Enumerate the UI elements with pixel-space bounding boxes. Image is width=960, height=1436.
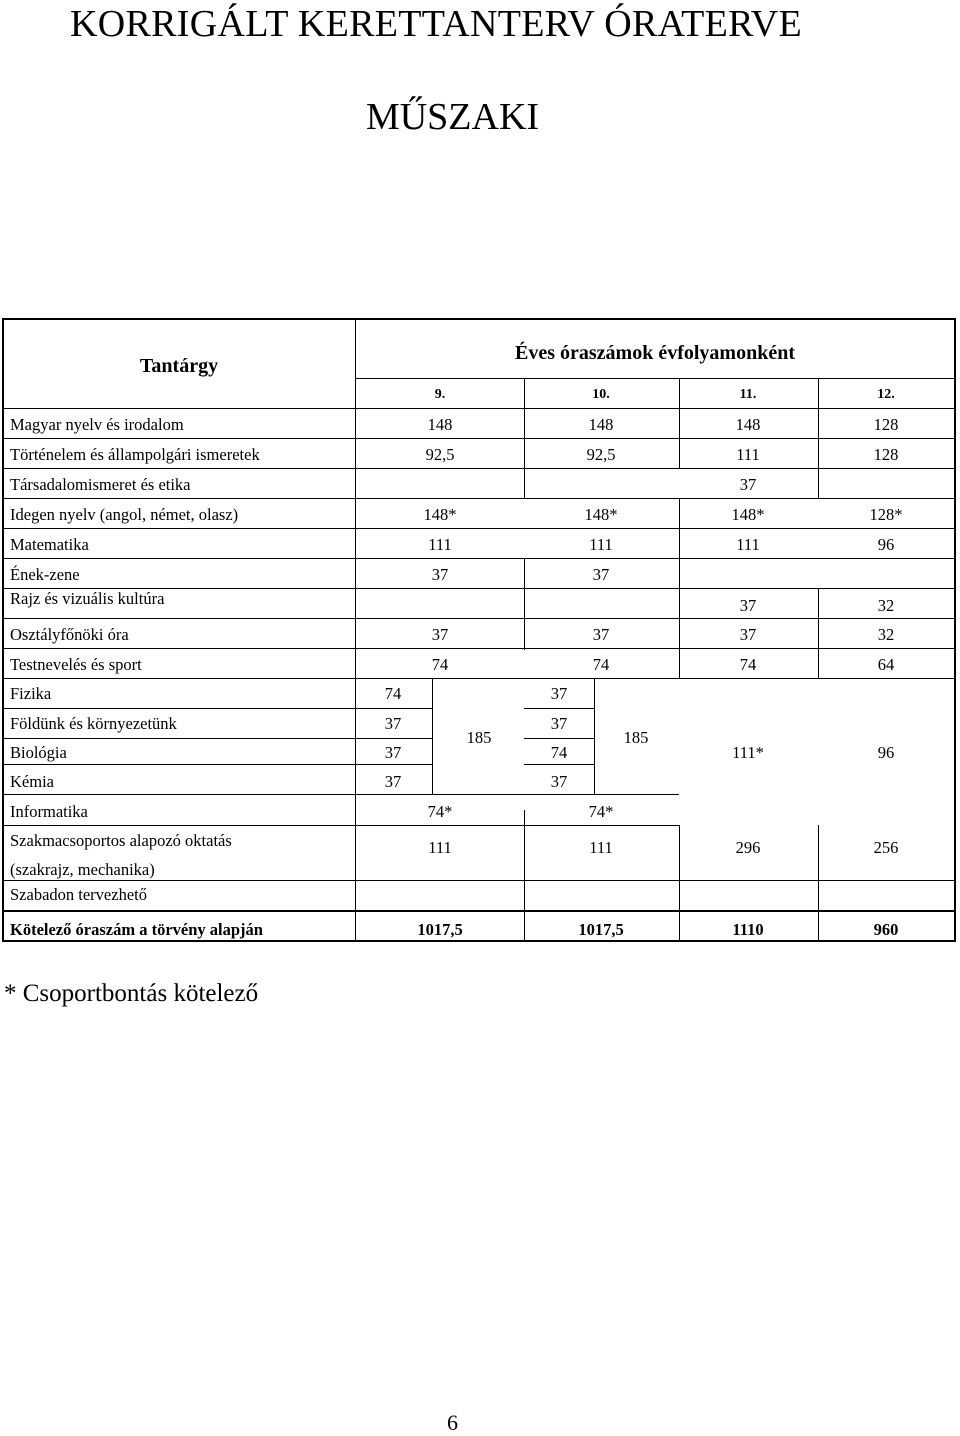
row-value-11: 148 bbox=[735, 415, 761, 434]
row-line-science-2-left bbox=[4, 738, 432, 739]
row-value-10: 148* bbox=[584, 505, 618, 524]
col-divider-11-12-bottom bbox=[818, 825, 819, 940]
header-grade-11: 11. bbox=[739, 387, 757, 402]
row-value-10: 37 bbox=[592, 565, 610, 584]
science-subject: Biológia bbox=[10, 743, 67, 762]
row-subject: Magyar nyelv és irodalom bbox=[10, 415, 184, 434]
footnote: * Csoportbontás kötelező bbox=[4, 980, 259, 1007]
row-value-9: 148* bbox=[423, 505, 457, 524]
row-line-3 bbox=[4, 498, 954, 499]
row-value-9: 74 bbox=[431, 655, 449, 674]
row-line-szakmai-values bbox=[355, 880, 954, 881]
row-subject: Társadalomismeret és etika bbox=[10, 475, 191, 494]
row-value-9: 111 bbox=[428, 535, 452, 554]
row-value-10: 74 bbox=[592, 655, 610, 674]
row-line-szakmai bbox=[4, 880, 355, 881]
row-value-11: 37 bbox=[739, 625, 757, 644]
szakmai-value-10: 111 bbox=[589, 838, 613, 857]
row-line-grades bbox=[355, 378, 954, 379]
szakmai-subject-line1: Szakmacsoportos alapozó oktatás bbox=[10, 831, 232, 850]
row-subject: Testnevelés és sport bbox=[10, 655, 142, 674]
science-value-11: 111* bbox=[732, 743, 764, 762]
row-subject: Osztályfőnöki óra bbox=[10, 625, 129, 644]
science-value-10: 37 bbox=[550, 714, 568, 733]
row-line-science-1-right bbox=[524, 708, 594, 709]
total-value-10: 1017,5 bbox=[578, 920, 624, 939]
szakmai-value-12: 256 bbox=[873, 838, 899, 857]
science-block-divider-9 bbox=[432, 678, 433, 794]
total-value-11: 1110 bbox=[732, 920, 764, 939]
row-value-12: 128 bbox=[873, 445, 899, 464]
page-number: 6 bbox=[447, 1410, 458, 1435]
row-value-11: 37 bbox=[739, 475, 757, 494]
col-divider-9-10-bottom bbox=[524, 810, 525, 940]
science-value-10: 37 bbox=[550, 684, 568, 703]
row-value-11: 74 bbox=[739, 655, 757, 674]
row-subject: Történelem és állampolgári ismeretek bbox=[10, 445, 260, 464]
col-divider-11-12-mid bbox=[818, 588, 819, 678]
row-value-12: 128 bbox=[873, 415, 899, 434]
row-value-12: 96 bbox=[877, 535, 895, 554]
row-value-11: 111 bbox=[736, 445, 760, 464]
row-line-grades-bottom bbox=[355, 408, 954, 409]
row-line-informatika bbox=[4, 825, 679, 826]
header-annual-hours: Éves óraszámok évfolyamonként bbox=[515, 342, 795, 364]
science-subject: Kémia bbox=[10, 772, 54, 791]
row-line-8 bbox=[4, 648, 954, 649]
row-value-11: 148* bbox=[731, 505, 765, 524]
szakmai-value-11: 296 bbox=[735, 838, 761, 857]
science-value-9: 74 bbox=[384, 684, 402, 703]
row-line-9 bbox=[4, 678, 954, 679]
header-grade-9: 9. bbox=[434, 387, 446, 402]
row-subject: Ének-zene bbox=[10, 565, 80, 584]
informatika-value-10: 74* bbox=[588, 802, 614, 821]
row-value-9: 37 bbox=[431, 625, 449, 644]
free-hours-subject: Szabadon tervezhető bbox=[10, 885, 147, 904]
informatika-subject: Informatika bbox=[10, 802, 88, 821]
science-value-9: 37 bbox=[384, 743, 402, 762]
row-subject: Idegen nyelv (angol, német, olasz) bbox=[10, 505, 239, 524]
informatika-value-9: 74* bbox=[427, 802, 453, 821]
szakmai-value-9: 111 bbox=[428, 838, 452, 857]
row-subject: Matematika bbox=[10, 535, 89, 554]
row-line-5 bbox=[4, 558, 954, 559]
row-value-11: 111 bbox=[736, 535, 760, 554]
col-divider-9-10-mid bbox=[524, 558, 525, 650]
total-value-12: 960 bbox=[873, 920, 899, 939]
row-line-science-3-left bbox=[4, 764, 432, 765]
szakmai-subject-line2: (szakrajz, mechanika) bbox=[10, 860, 155, 879]
science-value-10: 74 bbox=[550, 743, 568, 762]
row-line-7 bbox=[4, 618, 954, 619]
science-subject: Fizika bbox=[10, 684, 52, 703]
row-line-science-3-right bbox=[524, 764, 594, 765]
row-value-9: 92,5 bbox=[425, 445, 455, 464]
row-value-9: 37 bbox=[431, 565, 449, 584]
row-line-4 bbox=[4, 528, 954, 529]
science-total-10: 185 bbox=[623, 728, 649, 747]
row-line-total bbox=[4, 910, 954, 912]
science-value-9: 37 bbox=[384, 772, 402, 791]
science-value-10: 37 bbox=[550, 772, 568, 791]
row-line-science-1-left bbox=[4, 708, 432, 709]
document-subtitle: MŰSZAKI bbox=[365, 96, 540, 138]
science-block-divider-10 bbox=[594, 678, 595, 794]
row-value-9: 148 bbox=[427, 415, 453, 434]
row-value-10: 148 bbox=[588, 415, 614, 434]
row-subject: Rajz és vizuális kultúra bbox=[10, 589, 165, 608]
col-divider-10-11-bottom bbox=[679, 825, 680, 940]
header-subject: Tantárgy bbox=[139, 355, 219, 377]
document-title: KORRIGÁLT KERETTANTERV ÓRATERVE bbox=[70, 3, 803, 45]
row-value-12: 32 bbox=[877, 596, 895, 615]
row-value-12: 128* bbox=[869, 505, 903, 524]
row-value-10: 37 bbox=[592, 625, 610, 644]
row-value-10: 92,5 bbox=[586, 445, 616, 464]
science-value-12: 96 bbox=[877, 743, 895, 762]
header-grade-12: 12. bbox=[877, 387, 895, 402]
row-value-12: 32 bbox=[877, 625, 895, 644]
row-line-2 bbox=[4, 468, 954, 469]
col-divider-10-11-top bbox=[679, 378, 680, 468]
col-divider-subject bbox=[355, 320, 356, 940]
row-value-12: 64 bbox=[877, 655, 895, 674]
row-line-science-bottom bbox=[4, 794, 679, 795]
row-line-1 bbox=[4, 438, 954, 439]
total-value-9: 1017,5 bbox=[417, 920, 463, 939]
row-value-10: 111 bbox=[589, 535, 613, 554]
curriculum-table bbox=[2, 318, 956, 942]
science-subject: Földünk és környezetünk bbox=[10, 714, 177, 733]
row-line-header bbox=[4, 408, 355, 409]
header-grade-10: 10. bbox=[592, 387, 610, 402]
row-value-11: 37 bbox=[739, 596, 757, 615]
science-value-9: 37 bbox=[384, 714, 402, 733]
science-total-9: 185 bbox=[466, 728, 492, 747]
total-label: Kötelező óraszám a törvény alapján bbox=[10, 920, 263, 939]
row-line-science-2-right bbox=[524, 738, 594, 739]
